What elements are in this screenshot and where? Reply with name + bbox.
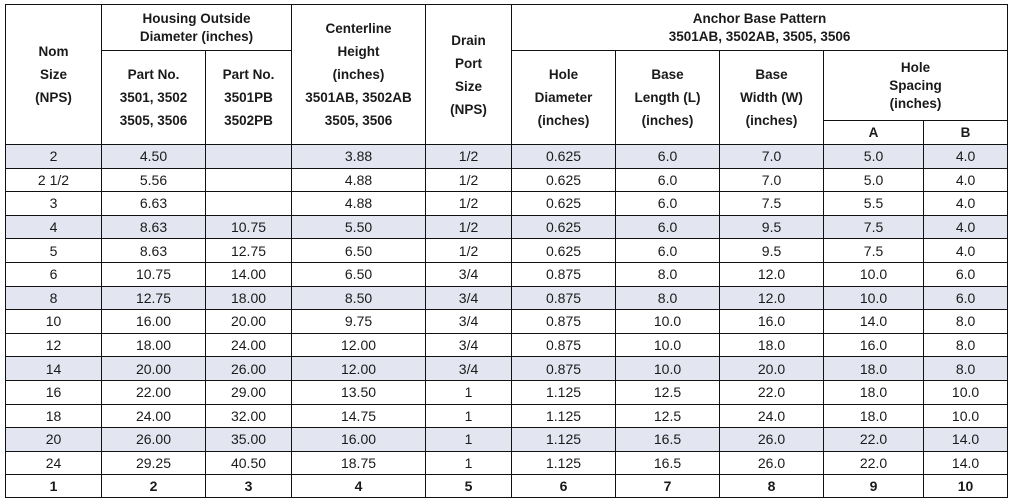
table-cell: 6.0 — [924, 286, 1008, 310]
table-row — [6, 404, 1008, 428]
header-text: Diameter (inches) — [139, 28, 254, 44]
table-cell: 7.0 — [720, 168, 824, 192]
header-text: 3502PB — [224, 113, 273, 128]
table-cell: 18.0 — [824, 404, 924, 428]
table-cell: 1.125 — [512, 404, 616, 428]
header-text: 3505, 3506 — [324, 113, 393, 128]
table-cell: 32.00 — [206, 404, 292, 428]
table-cell: 5.0 — [824, 145, 924, 169]
table-cell: 16 — [6, 380, 102, 404]
table-cell: 3/4 — [426, 333, 512, 357]
table-cell: 1 — [426, 404, 512, 428]
table-cell: 18.0 — [824, 357, 924, 381]
table-cell: 35.00 — [206, 428, 292, 452]
header-text: Base — [755, 67, 788, 82]
table-cell: 16.00 — [292, 428, 426, 452]
table-cell: 3/4 — [426, 286, 512, 310]
table-cell: 10.0 — [616, 333, 720, 357]
table-row — [6, 286, 1008, 310]
header-text: 3501, 3502 — [119, 90, 188, 105]
table-cell: 2 — [6, 145, 102, 169]
header-text: Diameter — [534, 90, 593, 105]
header-text: Height — [337, 44, 380, 59]
header-text: (inches) — [745, 113, 798, 128]
table-cell: 8.63 — [102, 239, 206, 263]
table-cell: 5.0 — [824, 168, 924, 192]
table-cell: 22.0 — [824, 428, 924, 452]
table-cell: 8.0 — [924, 357, 1008, 381]
header-housing-group — [102, 5, 292, 51]
table-cell: 12.75 — [102, 286, 206, 310]
header-text: Base — [651, 67, 684, 82]
table-cell: 3 — [6, 192, 102, 216]
header-text: Centerline — [325, 21, 392, 36]
table-cell — [206, 168, 292, 192]
table-cell: 6.63 — [102, 192, 206, 216]
column-number: 2 — [102, 475, 206, 498]
header-text: (inches) — [641, 113, 694, 128]
table-cell: 7.5 — [824, 239, 924, 263]
table-cell: 5 — [6, 239, 102, 263]
table-cell: 10 — [6, 310, 102, 334]
table-cell: 4.0 — [924, 168, 1008, 192]
table-row — [6, 168, 1008, 192]
table-cell: 14.0 — [924, 428, 1008, 452]
table-cell: 16.5 — [616, 428, 720, 452]
header-text: Drain — [451, 32, 486, 48]
table-cell: 20 — [6, 428, 102, 452]
table-cell: 4 — [6, 215, 102, 239]
table-cell: 12.5 — [616, 380, 720, 404]
header-text: 3501AB, 3502AB, 3505, 3506 — [668, 28, 851, 44]
table-cell: 6.50 — [292, 262, 426, 286]
table-cell: 10.0 — [616, 310, 720, 334]
table-row — [6, 428, 1008, 452]
table-cell: 20.0 — [720, 357, 824, 381]
header-centerline — [292, 5, 426, 145]
header-base-length — [616, 51, 720, 145]
header-text: Width (W) — [740, 90, 803, 105]
table-cell: 24.00 — [102, 404, 206, 428]
table-cell: 0.625 — [512, 239, 616, 263]
table-cell: 3/4 — [426, 310, 512, 334]
table-row — [6, 333, 1008, 357]
table-cell: 1/2 — [426, 239, 512, 263]
dimension-table-container — [5, 4, 1008, 498]
column-number: 10 — [924, 475, 1008, 498]
table-cell: 1/2 — [426, 168, 512, 192]
table-cell: 18.0 — [824, 380, 924, 404]
table-cell: 0.625 — [512, 215, 616, 239]
column-number: 5 — [426, 475, 512, 498]
header-part-a — [102, 51, 206, 145]
table-cell: 9.5 — [720, 215, 824, 239]
table-row — [6, 192, 1008, 216]
table-cell: 16.0 — [720, 310, 824, 334]
table-cell: 3/4 — [426, 262, 512, 286]
table-body — [6, 145, 1008, 475]
table-cell: 10.75 — [102, 262, 206, 286]
table-cell: 7.5 — [720, 192, 824, 216]
header-text: 3501AB, 3502AB — [305, 90, 412, 105]
table-cell: 8.63 — [102, 215, 206, 239]
table-row — [6, 310, 1008, 334]
table-cell: 10.0 — [824, 286, 924, 310]
table-cell: 6.0 — [616, 215, 720, 239]
table-cell: 26.0 — [720, 451, 824, 475]
table-cell: 1 — [426, 380, 512, 404]
table-cell: 8.50 — [292, 286, 426, 310]
table-cell: 24.0 — [720, 404, 824, 428]
table-cell: 14 — [6, 357, 102, 381]
table-cell: 12.5 — [616, 404, 720, 428]
column-number-row — [6, 475, 1008, 498]
table-cell: 4.0 — [924, 215, 1008, 239]
header-text: Anchor Base Pattern — [692, 10, 827, 26]
column-number: 3 — [206, 475, 292, 498]
table-cell: 12.00 — [292, 357, 426, 381]
table-row — [6, 239, 1008, 263]
table-cell: 1/2 — [426, 215, 512, 239]
table-cell: 24 — [6, 451, 102, 475]
column-number: 1 — [6, 475, 102, 498]
table-row — [6, 451, 1008, 475]
table-cell: 18.00 — [206, 286, 292, 310]
table-cell: 10.75 — [206, 215, 292, 239]
header-hole-spacing — [824, 51, 1008, 121]
table-cell: 1.125 — [512, 428, 616, 452]
table-cell: 9.75 — [292, 310, 426, 334]
header-text: (inches) — [332, 67, 385, 82]
table-cell: 8.0 — [924, 310, 1008, 334]
table-cell: 5.56 — [102, 168, 206, 192]
table-cell — [206, 145, 292, 169]
table-cell: 3/4 — [426, 357, 512, 381]
table-cell: 9.5 — [720, 239, 824, 263]
table-cell: 20.00 — [206, 310, 292, 334]
table-cell: 18.75 — [292, 451, 426, 475]
table-cell: 10.0 — [924, 404, 1008, 428]
header-text: (NPS) — [450, 101, 487, 117]
header-text: Hole — [900, 59, 931, 75]
table-cell: 22.0 — [824, 451, 924, 475]
header-text: Spacing — [889, 77, 942, 93]
table-cell: 4.88 — [292, 168, 426, 192]
table-cell: 7.5 — [824, 215, 924, 239]
table-cell — [206, 192, 292, 216]
table-cell: 1.125 — [512, 451, 616, 475]
table-row — [6, 380, 1008, 404]
table-cell: 8.0 — [924, 333, 1008, 357]
table-cell: 22.00 — [102, 380, 206, 404]
table-cell: 40.50 — [206, 451, 292, 475]
table-cell: 14.75 — [292, 404, 426, 428]
header-text: Port — [455, 55, 483, 71]
table-cell: 6.0 — [616, 168, 720, 192]
table-cell: 6.0 — [924, 262, 1008, 286]
table-row — [6, 357, 1008, 381]
table-cell: 4.88 — [292, 192, 426, 216]
column-number: 6 — [512, 475, 616, 498]
table-cell: 1/2 — [426, 192, 512, 216]
table-cell: 1/2 — [426, 145, 512, 169]
table-cell: 14.0 — [924, 451, 1008, 475]
header-text: Part No. — [222, 67, 275, 82]
header-text: (inches) — [889, 95, 942, 111]
dimension-table — [5, 4, 1008, 498]
table-cell: 10.0 — [924, 380, 1008, 404]
table-cell: 0.625 — [512, 145, 616, 169]
table-cell: 12 — [6, 333, 102, 357]
header-base-width — [720, 51, 824, 145]
table-cell: 18 — [6, 404, 102, 428]
table-cell: 22.0 — [720, 380, 824, 404]
table-cell: 29.00 — [206, 380, 292, 404]
table-footer — [6, 475, 1008, 498]
table-cell: 12.0 — [720, 262, 824, 286]
table-cell: 5.5 — [824, 192, 924, 216]
header-text: (NPS) — [35, 90, 72, 105]
table-cell: 0.875 — [512, 262, 616, 286]
column-number: 8 — [720, 475, 824, 498]
table-cell: 2 1/2 — [6, 168, 102, 192]
table-cell: 12.00 — [292, 333, 426, 357]
header-part-b — [206, 51, 292, 145]
table-cell: 4.0 — [924, 145, 1008, 169]
header-text: Length (L) — [634, 90, 701, 105]
header-drain — [426, 5, 512, 145]
table-cell: 5.50 — [292, 215, 426, 239]
table-cell: 6.0 — [616, 239, 720, 263]
table-cell: 10.0 — [824, 262, 924, 286]
header-text: Housing Outside — [142, 10, 251, 26]
header-hole-diameter — [512, 51, 616, 145]
table-header — [6, 5, 1008, 145]
table-cell: 1.125 — [512, 380, 616, 404]
table-cell: 6.50 — [292, 239, 426, 263]
column-number: 7 — [616, 475, 720, 498]
table-cell: 26.00 — [102, 428, 206, 452]
table-cell: 8.0 — [616, 262, 720, 286]
table-cell: 12.75 — [206, 239, 292, 263]
header-anchor-group — [512, 5, 1008, 51]
table-cell: 18.00 — [102, 333, 206, 357]
table-row — [6, 262, 1008, 286]
table-cell: 7.0 — [720, 145, 824, 169]
table-cell: 1 — [426, 451, 512, 475]
table-cell: 8.0 — [616, 286, 720, 310]
header-text: Part No. — [127, 67, 180, 82]
table-cell: 4.0 — [924, 239, 1008, 263]
table-cell: 0.625 — [512, 192, 616, 216]
table-cell: 26.00 — [206, 357, 292, 381]
table-cell: 1 — [426, 428, 512, 452]
table-cell: 10.0 — [616, 357, 720, 381]
table-cell: 18.0 — [720, 333, 824, 357]
table-cell: 16.5 — [616, 451, 720, 475]
table-cell: 20.00 — [102, 357, 206, 381]
header-text: Size — [39, 67, 67, 82]
table-cell: 14.00 — [206, 262, 292, 286]
table-cell: 14.0 — [824, 310, 924, 334]
column-number: 9 — [824, 475, 924, 498]
table-cell: 26.0 — [720, 428, 824, 452]
table-cell: 4.50 — [102, 145, 206, 169]
table-row — [6, 145, 1008, 169]
table-cell: 13.50 — [292, 380, 426, 404]
table-cell: 16.0 — [824, 333, 924, 357]
table-cell: 0.875 — [512, 310, 616, 334]
header-text: Hole — [548, 67, 579, 82]
table-cell: 29.25 — [102, 451, 206, 475]
header-text: Size — [455, 78, 483, 94]
header-text: 3501PB — [224, 90, 273, 105]
table-cell: 24.00 — [206, 333, 292, 357]
table-cell: 6 — [6, 262, 102, 286]
table-cell: 0.875 — [512, 286, 616, 310]
table-cell: 8 — [6, 286, 102, 310]
table-cell: 12.0 — [720, 286, 824, 310]
header-spacing-a: A — [824, 121, 924, 145]
table-cell: 0.625 — [512, 168, 616, 192]
table-cell: 6.0 — [616, 145, 720, 169]
table-cell: 0.875 — [512, 333, 616, 357]
table-cell: 16.00 — [102, 310, 206, 334]
header-spacing-b: B — [924, 121, 1008, 145]
table-cell: 4.0 — [924, 192, 1008, 216]
header-text: Nom — [38, 44, 69, 59]
header-text: 3505, 3506 — [119, 113, 188, 128]
header-text: (inches) — [537, 113, 590, 128]
table-row — [6, 215, 1008, 239]
table-cell: 0.875 — [512, 357, 616, 381]
table-cell: 6.0 — [616, 192, 720, 216]
column-number: 4 — [292, 475, 426, 498]
table-cell: 3.88 — [292, 145, 426, 169]
header-nom-size — [6, 5, 102, 145]
